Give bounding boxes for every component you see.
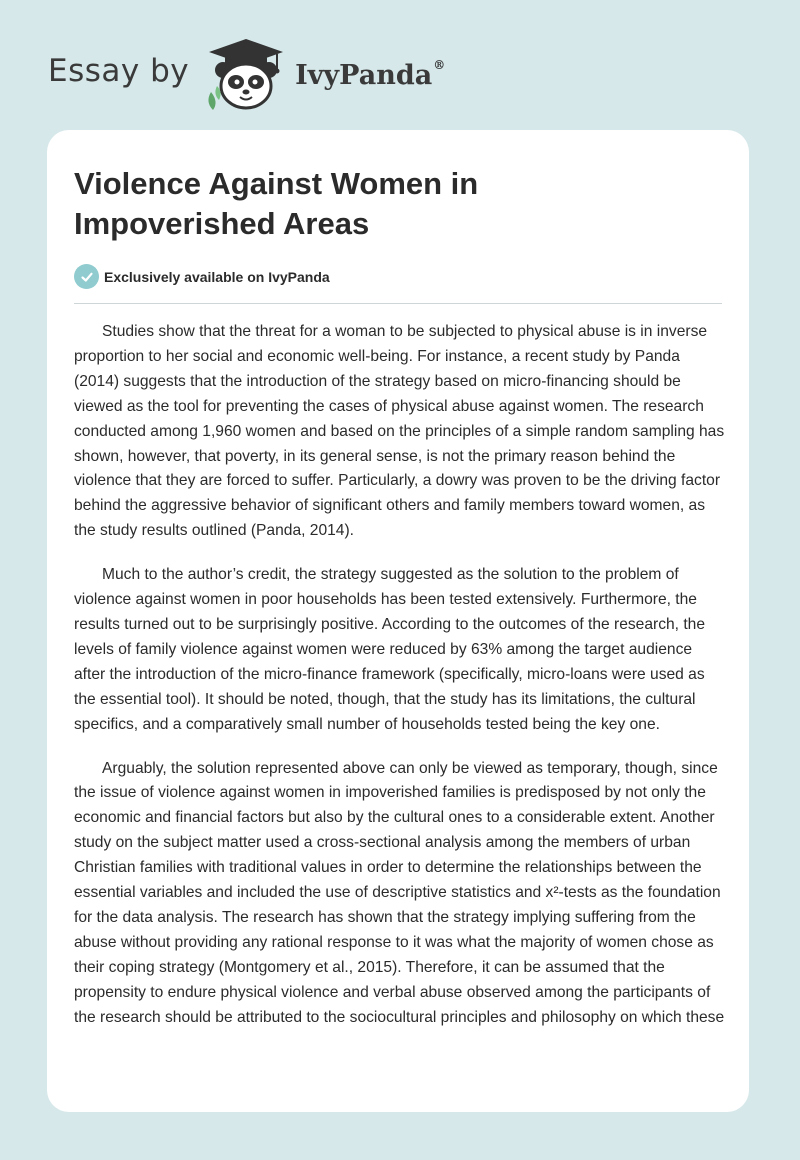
check-circle-icon <box>74 264 99 289</box>
essay-body <box>74 320 726 1049</box>
paragraph: Studies show that the threat for a woman to be subjected to physical abuse is in inverse proportion to her social and economic well-being. For instance, a recent study by Panda (2014) suggests that the introduction of the strategy based on micro-financing should be viewed as the tool for preventing the cases of physical abuse against women. The research conducted among 1,960 women and based on the principles of a simple random sampling has shown, however, that poverty, in its general sense, is not the primary reason behind the violence that they are forced to suffer. Particularly, a dowry was proven to be the driving factor behind the aggressive behavior of significant others and family members toward women, as the study results outlined (Panda, 2014). <box>74 323 725 540</box>
paragraph: Much to the author’s credit, the strategy suggested as the solution to the problem of violence against women in poor households has been tested extensively. Furthermore, the results turned out to be surprisingly positive. According to the outcomes of the research, the levels of family violence against women were reduced by 63% among the target audience after the introduction of the micro-finance framework (specifically, micro-loans were used as the essential tool). It should be noted, though, that the study has its limitations, the cultural specifics, and a comparatively small number of households tested being the key one. <box>74 566 706 733</box>
panda-logo-icon[interactable] <box>203 36 289 112</box>
essay-by-label: Essay by <box>48 53 190 89</box>
exclusive-badge-label: Exclusively available on IvyPanda <box>104 268 330 285</box>
brand-name[interactable]: IvyPanda® <box>295 57 446 91</box>
page-title: Violence Against Women in Impoverished Areas <box>74 166 479 241</box>
registered-mark: ® <box>433 57 446 72</box>
paragraph: Arguably, the solution represented above can only be viewed as temporary, though, since the issue of violence against women in impoverished families is predisposed by not only the economic and financial factors but also by the cultural ones to a considerable extent. Another study on the subject matter used a cross-sectional analysis among the members of urban Christian families with traditional values in order to determine the relationships between the essential variables and included the use of descriptive statistics and x²-tests as the foundation for the data analysis. The research has shown that the strategy implying suffering from the abuse without providing any rational response to it was what the majority of women chose as their coping strategy (Montgomery et al., 2015). Therefore, it can be assumed that the propensity to endure physical violence and verbal abuse observed among the participants of the research should be attributed to the sociocultural principles and philosophy on which these <box>74 759 725 1026</box>
exclusive-badge <box>74 264 330 289</box>
essay-card <box>47 130 749 1112</box>
site-header <box>48 34 445 114</box>
divider <box>74 303 722 304</box>
